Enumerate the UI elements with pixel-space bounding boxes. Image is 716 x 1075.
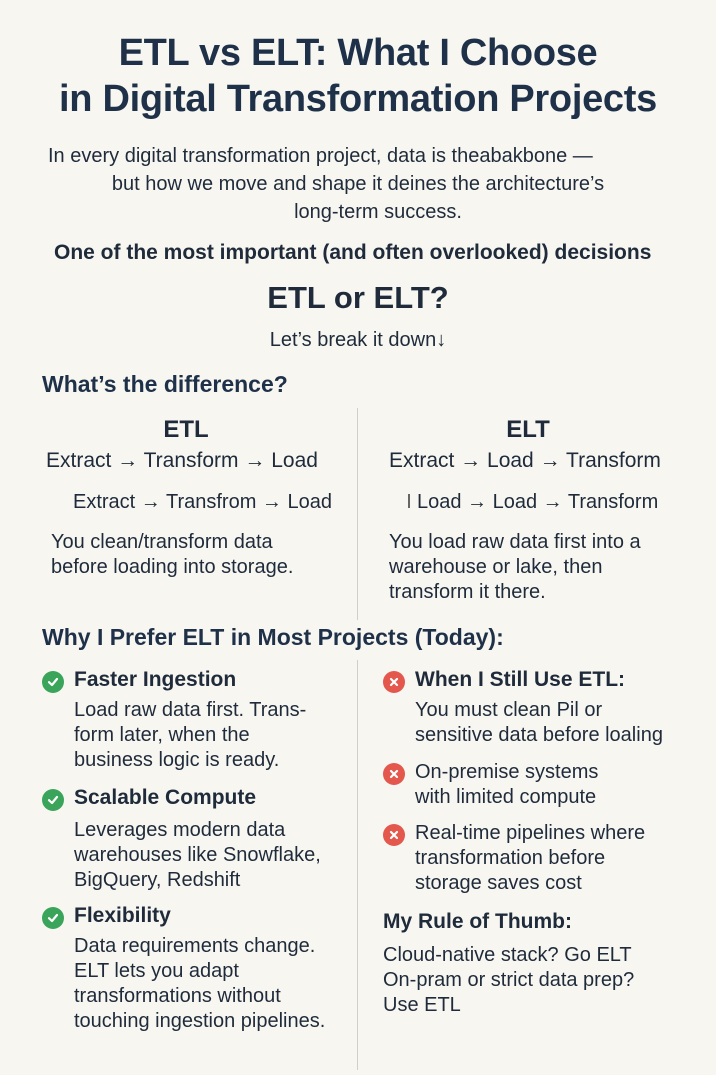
elt-flow: Extract → Load → Transform bbox=[389, 449, 661, 472]
column-divider bbox=[357, 408, 358, 620]
reason-line: storage saves cost bbox=[415, 872, 582, 894]
cross-icon bbox=[383, 763, 405, 785]
rule-line: Use ETL bbox=[383, 994, 461, 1016]
benefit-line: ELT lets you adapt bbox=[74, 960, 239, 982]
rule-text bbox=[383, 943, 634, 1018]
difference-heading: What’s the difference? bbox=[42, 371, 288, 397]
still-etl-reason bbox=[415, 698, 663, 748]
question-heading: ETL or ELT? bbox=[267, 280, 449, 315]
etl-title: ETL bbox=[163, 416, 209, 443]
benefit-line: touching ingestion pipelines. bbox=[74, 1010, 326, 1032]
elt-desc-line-3: transform it there. bbox=[389, 581, 546, 603]
benefit-line: Leverages modern data bbox=[74, 819, 286, 841]
benefit-text bbox=[74, 818, 321, 893]
elt-description bbox=[389, 530, 641, 605]
benefit-line: warehouses like Snowflake, bbox=[74, 844, 321, 866]
benefit-line: Data requirements change. bbox=[74, 935, 316, 957]
benefit-line: business logic is ready. bbox=[74, 749, 280, 771]
reason-line: with limited compute bbox=[415, 786, 597, 808]
cross-icon bbox=[383, 824, 405, 846]
benefit-title: Flexibility bbox=[74, 904, 171, 927]
breakdown-text: Let’s break it down↓ bbox=[269, 329, 447, 351]
benefit-line: form later, when the bbox=[74, 724, 250, 746]
etl-flow-repeat: Extract → Transfrom → Load bbox=[73, 491, 332, 513]
intro-line-1: In every digital transformation project, data is theabakbone — bbox=[48, 145, 593, 167]
decision-text: One of the most important (and often overlooked) decisions bbox=[54, 241, 652, 264]
check-icon bbox=[42, 789, 64, 811]
check-icon bbox=[42, 907, 64, 929]
title-line-2: in Digital Transformation Projects bbox=[59, 78, 657, 120]
benefit-line: BigQuery, Redshift bbox=[74, 869, 241, 891]
benefit-text bbox=[74, 698, 306, 773]
etl-desc-line-1: You clean/transform data bbox=[51, 531, 273, 553]
etl-description bbox=[51, 530, 293, 580]
column-divider-2 bbox=[357, 660, 358, 1070]
reason-line: You must clean Pil or bbox=[415, 699, 603, 721]
elt-desc-line-1: You load raw data first into a bbox=[389, 531, 641, 553]
elt-desc-line-2: warehouse or lake, then bbox=[389, 556, 603, 578]
still-etl-reason bbox=[415, 760, 598, 810]
check-icon bbox=[42, 671, 64, 693]
etl-desc-line-2: before loading into storage. bbox=[51, 556, 294, 578]
benefit-text bbox=[74, 934, 325, 1034]
intro-line-3: long-term success. bbox=[294, 201, 462, 223]
reason-line: sensitive data before loaling bbox=[415, 724, 663, 746]
elt-title: ELT bbox=[506, 416, 550, 443]
prefer-heading: Why I Prefer ELT in Most Projects (Today): bbox=[42, 624, 504, 650]
benefit-title: Scalable Compute bbox=[74, 786, 257, 809]
reason-line: On-premise systems bbox=[415, 761, 599, 783]
still-etl-reason bbox=[415, 821, 645, 896]
page-title bbox=[0, 30, 716, 122]
title-line-1: ETL vs ELT: What I Choose bbox=[118, 32, 598, 74]
rule-title: My Rule of Thumb: bbox=[383, 910, 572, 933]
cursor-mark bbox=[408, 494, 410, 508]
intro-line-2: but how we move and shape it deines the architecture’s bbox=[111, 173, 605, 195]
benefit-title: Faster Ingestion bbox=[74, 668, 237, 691]
reason-line: Real-time pipelines where bbox=[415, 822, 646, 844]
elt-flow-repeat: Load → Load → Transform bbox=[417, 491, 659, 513]
still-etl-title: When I Still Use ETL: bbox=[415, 668, 626, 691]
etl-flow: Extract → Transform → Load bbox=[46, 449, 318, 472]
cross-icon bbox=[383, 671, 405, 693]
rule-line: On-pram or strict data prep? bbox=[383, 969, 635, 991]
reason-line: transformation before bbox=[415, 847, 606, 869]
rule-line: Cloud-native stack? Go ELT bbox=[383, 944, 632, 966]
intro-paragraph bbox=[20, 142, 696, 226]
benefit-line: transformations without bbox=[74, 985, 281, 1007]
benefit-line: Load raw data first. Trans- bbox=[74, 699, 307, 721]
